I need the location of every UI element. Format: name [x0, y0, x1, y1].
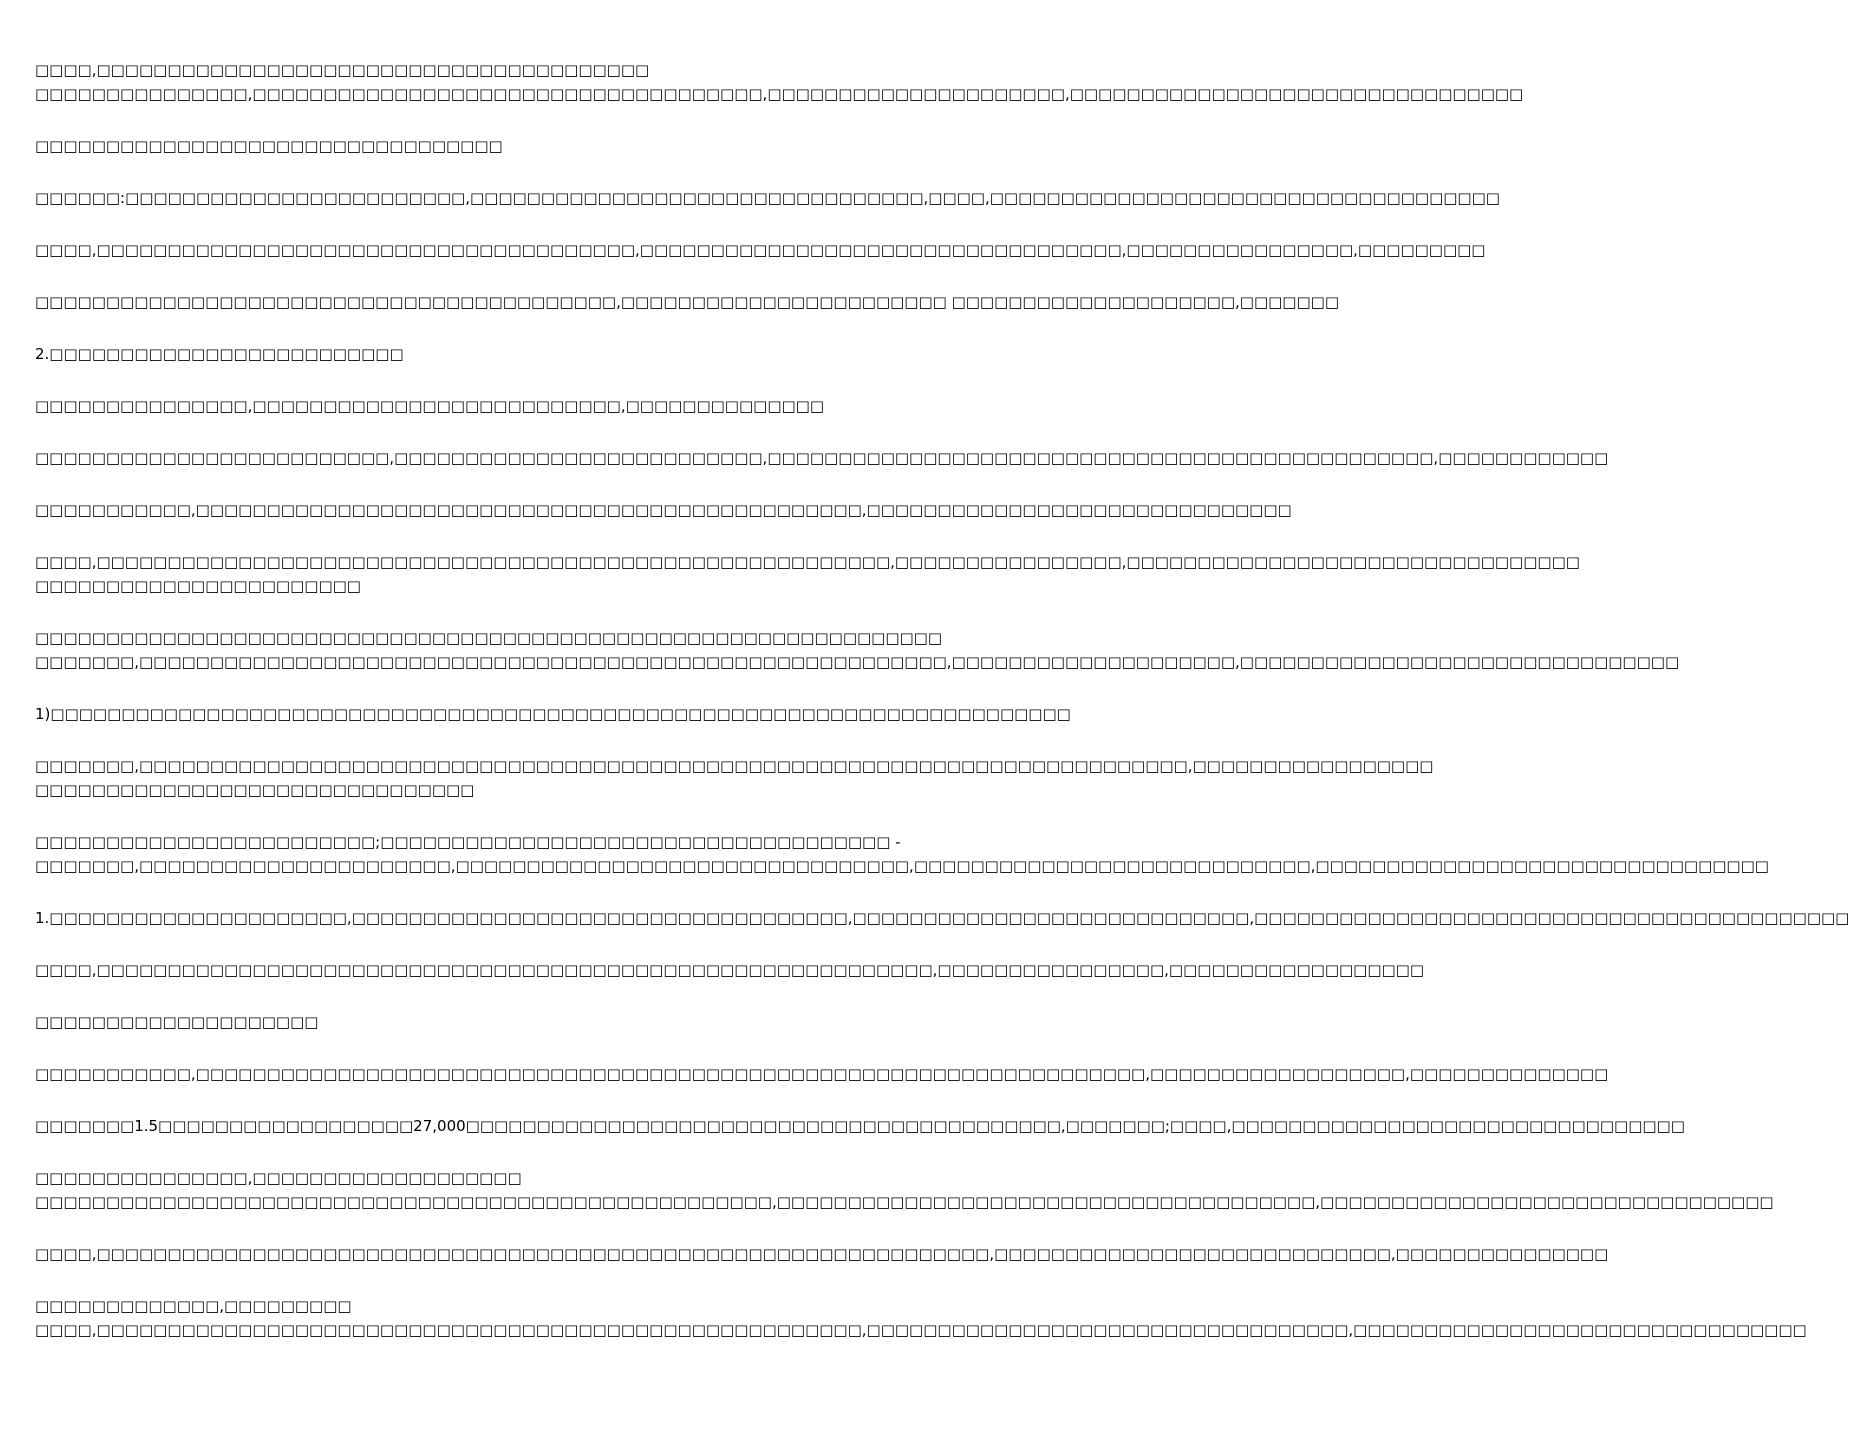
paragraph [35, 394, 990, 418]
text-line: □□□□,□□□□□□□□□□□□□□□□□□□□□□□□□□□□□□□□□□□□□□,□□□□□□□□□□□□□□□□□□□□□□□□□□□□□□□□□□,□□□□□□□□□□□□□□□□,□□□□□□□□□ [35, 241, 1486, 259]
text-line: 1.□□□□□□□□□□□□□□□□□□□□□,□□□□□□□□□□□□□□□□□□□□□□□□□□□□□□□□□□□,□□□□□□□□□□□□□□□□□□□□□□□□□□□□,□□□□□□□□□□□□□□□□□□□□□□□□□□□□□□□□□□□□□□□□□□ [35, 909, 1849, 927]
text-line: □□□□□□□□□□□□□□□□□□□□□□□□□□□□□□□□□ [35, 137, 503, 155]
paragraph [35, 754, 1434, 802]
paragraph [35, 446, 1609, 470]
text-line: □□□□□□□□□□□□□□□,□□□□□□□□□□□□□□□□□□□ [35, 1169, 522, 1187]
text-line: □□□□□□□□□□□,□□□□□□□□□□□□□□□□□□□□□□□□□□□□□□□□□□□□□□□□□□□□□□□,□□□□□□□□□□□□□□□□□□□□□□□□□□□□□□ [35, 501, 1292, 519]
text-line: □□□□□□□□□□□□□,□□□□□□□□□ [35, 1297, 352, 1315]
paragraph [35, 626, 1680, 674]
text-line: □□□□□□□□□□□□□□□□□□□□□□□□□,□□□□□□□□□□□□□□□□□□□□□□□□□□,□□□□□□□□□□□□□□□□□□□□□□□□□□□□□□□□□□□□□□□□□□□□□□□,□□□□□□□□□□□□ [35, 449, 1609, 467]
text-line: □□□□□□:□□□□□□□□□□□□□□□□□□□□□□□□,□□□□□□□□□□□□□□□□□□□□□□□□□□□□□□□□,□□□□,□□□□□□□□□□□□□□□□□□□□□□□□□□□□□□□□□□□□ [35, 189, 1500, 207]
paragraph [35, 58, 1524, 106]
text-line: □□□□□□□□□□□□□□□,□□□□□□□□□□□□□□□□□□□□□□□□□□□□□□□□□□□□,□□□□□□□□□□□□□□□□□□□□□,□□□□□□□□□□□□□□□□□□□□□□□□□□□□□□□□ [35, 85, 1524, 103]
text-line: □□□□□□□□□□□□□□□□□□□□□□□□□□□□□□□□□□□□□□□□□□□□□□□□□□□□,□□□□□□□□□□□□□□□□□□□□□□□□□□□□□□□□□□□□□□,□□□□□□□□□□□□□□□□□□□□□□□□□□□□□□□□ [35, 1193, 1774, 1211]
text-line: 2.□□□□□□□□□□□□□□□□□□□□□□□□□ [35, 345, 404, 363]
text-line: □□□□,□□□□□□□□□□□□□□□□□□□□□□□□□□□□□□□□□□□□□□□ [35, 61, 650, 79]
text-line: □□□□□□□□□□□□□□□□□□□□□□□□□□□□□□□□□□□□□□□□□,□□□□□□□□□□□□□□□□□□□□□□□ □□□□□□□□□□□□□□□□□□□□,□□□□□□□ [35, 293, 1339, 311]
text-line: □□□□□□□□□□□□□□□□□□□□ [35, 1013, 319, 1031]
text-line: 1)□□□□□□□□□□□□□□□□□□□□□□□□□□□□□□□□□□□□□□□□□□□□□□□□□□□□□□□□□□□□□□□□□□□□□□□□ [35, 705, 1071, 723]
text-line: □□□□□□□□□□□,□□□□□□□□□□□□□□□□□□□□□□□□□□□□□□□□□□□□□□□□□□□□□□□□□□□□□□□□□□□□□□□□□□□,□□□□□□□□□□□□□□□□□□,□□□□□□□□□□□□□□ [35, 1065, 1609, 1083]
section-heading [35, 906, 1849, 930]
text-line: □□□□□□□,□□□□□□□□□□□□□□□□□□□□□□,□□□□□□□□□□□□□□□□□□□□□□□□□□□□□□□□,□□□□□□□□□□□□□□□□□□□□□□□□□□□□,□□□□□□□□□□□□□□□□□□□□□□□□□□□□□□□□ [35, 857, 1769, 875]
text-line: □□□□□□□□□□□□□□□□□□□□□□□ [35, 577, 361, 595]
paragraph [35, 134, 990, 158]
text-line: □□□□□□□,□□□□□□□□□□□□□□□□□□□□□□□□□□□□□□□□□□□□□□□□□□□□□□□□□□□□□□□□□□□□□□□□□□□□□□□□□□,□□□□□□□□□□□□□□□□□ [35, 757, 1434, 775]
text-line: □□□□□□□□□□□□□□□□□□□□□□□□□□□□□□□ [35, 781, 475, 799]
text-line: □□□□□□□□□□□□□□□,□□□□□□□□□□□□□□□□□□□□□□□□□□,□□□□□□□□□□□□□□ [35, 397, 825, 415]
paragraph [35, 1114, 1685, 1138]
paragraph [35, 290, 1339, 314]
paragraph [35, 1294, 1807, 1342]
text-line: □□□□,□□□□□□□□□□□□□□□□□□□□□□□□□□□□□□□□□□□□□□□□□□□□□□□□□□□□□□,□□□□□□□□□□□□□□□□□□□□□□□□□□□□□□□□□□,□□□□□□□□□□□□□□□□□□□□□□□□□□□□□□□□ [35, 1321, 1807, 1339]
paragraph [35, 830, 1769, 878]
text-line: □□□□,□□□□□□□□□□□□□□□□□□□□□□□□□□□□□□□□□□□□□□□□□□□□□□□□□□□□□□□□□□□,□□□□□□□□□□□□□□□□,□□□□□□□□□□□□□□□□□□ [35, 961, 1425, 979]
text-line: □□□□□□□,□□□□□□□□□□□□□□□□□□□□□□□□□□□□□□□□□□□□□□□□□□□□□□□□□□□□□□□□□,□□□□□□□□□□□□□□□□□□□□,□□□□□□□□□□□□□□□□□□□□□□□□□□□□□□□ [35, 653, 1680, 671]
paragraph [35, 550, 1580, 598]
subheading [35, 1010, 990, 1034]
text-line: □□□□□□□1.5□□□□□□□□□□□□□□□□□□27,000□□□□□□□□□□□□□□□□□□□□□□□□□□□□□□□□□□□□□□□□□□,□□□□□□□;□□□□,□□□□□□□□□□□□□□□□□□□□□□□□□□□□□□□□ [35, 1117, 1685, 1135]
paragraph [35, 498, 1292, 522]
paragraph [35, 238, 1486, 262]
text-line: □□□□□□□□□□□□□□□□□□□□□□□□;□□□□□□□□□□□□□□□□□□□□□□□□□□□□□□□□□□□□ - [35, 833, 901, 851]
paragraph [35, 186, 1500, 210]
paragraph [35, 1166, 1774, 1214]
text-line: □□□□,□□□□□□□□□□□□□□□□□□□□□□□□□□□□□□□□□□□□□□□□□□□□□□□□□□□□□□□□,□□□□□□□□□□□□□□□□,□□□□□□□□□□□□□□□□□□□□□□□□□□□□□□□□ [35, 553, 1580, 571]
paragraph [35, 1062, 1609, 1086]
list-item-heading [35, 702, 1071, 726]
document-body [35, 58, 1849, 1370]
paragraph [35, 1242, 1609, 1266]
text-line: □□□□,□□□□□□□□□□□□□□□□□□□□□□□□□□□□□□□□□□□□□□□□□□□□□□□□□□□□□□□□□□□□□□□,□□□□□□□□□□□□□□□□□□□□□□□□□□□□,□□□□□□□□□□□□□□□ [35, 1245, 1609, 1263]
section-heading [35, 342, 990, 366]
paragraph [35, 958, 1425, 982]
text-line: □□□□□□□□□□□□□□□□□□□□□□□□□□□□□□□□□□□□□□□□□□□□□□□□□□□□□□□□□□□□□□□□ [35, 629, 943, 647]
